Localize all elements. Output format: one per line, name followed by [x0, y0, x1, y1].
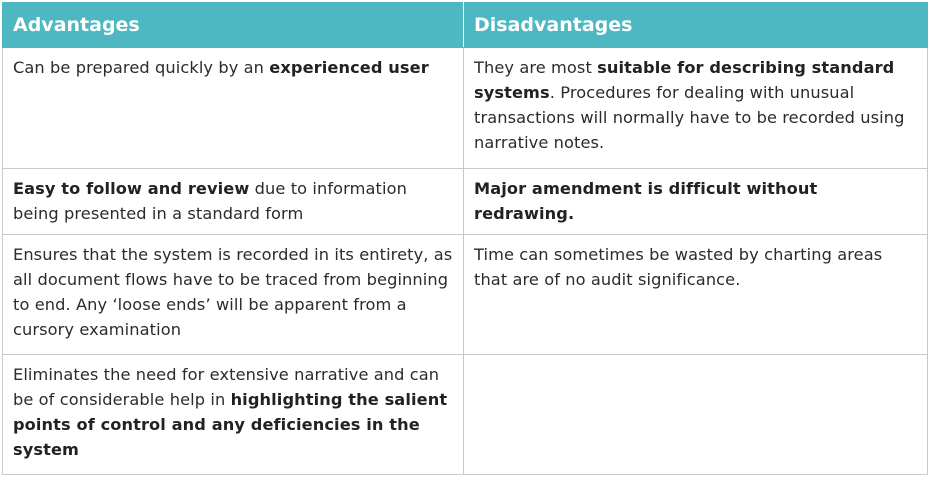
disadvantage-text: They are most	[474, 58, 598, 77]
disadvantage-text: Time can sometimes be wasted by charting areas that are of no audit significance.	[474, 245, 883, 289]
table-row	[3, 235, 928, 355]
advantage-text: Can be prepared quickly by an	[13, 58, 270, 77]
disadvantage-cell-empty	[464, 355, 928, 475]
table-row	[3, 48, 928, 169]
advantage-text: Eliminates the need for extensive narrative and can be of considerable help in	[13, 365, 440, 409]
disadvantage-cell	[464, 235, 928, 355]
header-advantages: Advantages	[3, 3, 464, 48]
advantages-disadvantages-table	[2, 2, 928, 475]
disadvantage-bold-text: Major amendment is difficult without redrawing.	[474, 179, 818, 223]
table-header-row	[3, 3, 928, 48]
advantage-cell	[3, 48, 464, 169]
disadvantage-cell	[464, 169, 928, 235]
header-disadvantages: Disadvantages	[464, 3, 928, 48]
table-row	[3, 355, 928, 475]
advantage-bold-text: experienced user	[269, 58, 429, 77]
disadvantage-text: . Procedures for dealing with unusual transactions will normally have to be recorded using narrative notes.	[474, 83, 905, 152]
advantage-bold-text: Easy to follow and review	[13, 179, 250, 198]
advantage-cell	[3, 169, 464, 235]
disadvantage-bold-text: suitable for describing standard systems	[474, 58, 895, 102]
advantage-text: due to information being presented in a standard form	[13, 179, 407, 223]
advantage-cell	[3, 355, 464, 475]
disadvantage-cell	[464, 48, 928, 169]
table-row	[3, 169, 928, 235]
advantage-cell	[3, 235, 464, 355]
advantage-text: Ensures that the system is recorded in its entirety, as all document flows have to be traced from beginning to end. Any ‘loose ends’ will be apparent from a cursory examination	[13, 245, 453, 339]
advantage-bold-text: highlighting the salient points of control and any deficiencies in the system	[13, 390, 448, 459]
